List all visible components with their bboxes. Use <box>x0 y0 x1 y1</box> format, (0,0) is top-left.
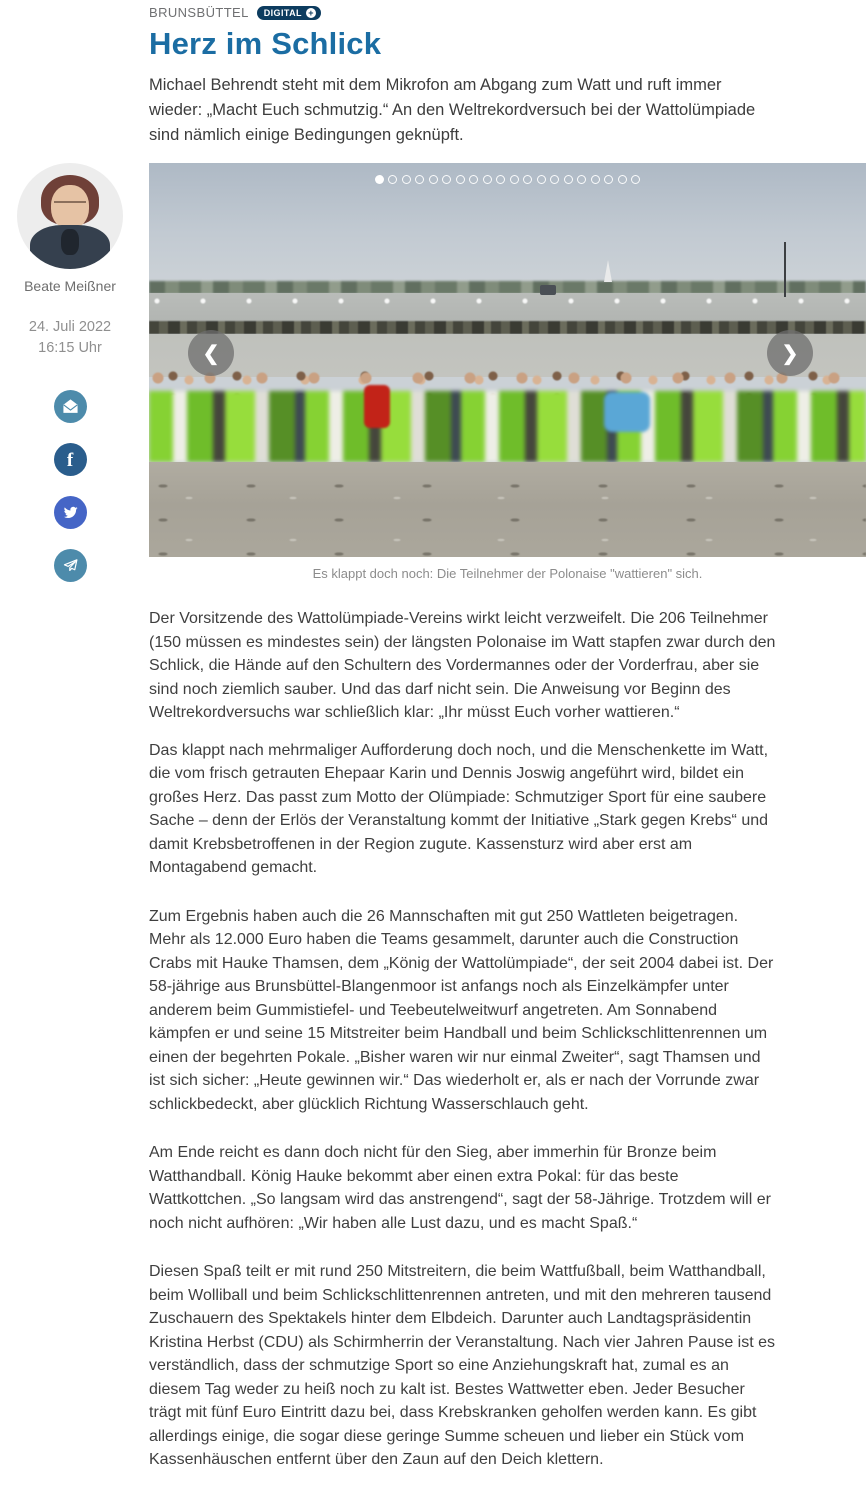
article-body <box>149 607 777 1486</box>
photo-mud-texture <box>149 478 866 557</box>
photo-waves <box>149 297 866 307</box>
email-icon <box>62 398 79 415</box>
carousel-dot[interactable] <box>469 175 478 184</box>
carousel-photo <box>149 163 866 557</box>
twitter-icon <box>62 504 79 521</box>
photo-sailboat <box>604 260 612 282</box>
avatar-glasses <box>54 201 86 207</box>
carousel-dot[interactable] <box>618 175 627 184</box>
photo-crowd <box>149 368 866 463</box>
avatar-shirt <box>61 229 79 255</box>
carousel-dot[interactable] <box>550 175 559 184</box>
photo-jetty <box>149 321 866 334</box>
share-email-button[interactable] <box>54 390 87 423</box>
paragraph: Diesen Spaß teilt er mit rund 250 Mitstreitern, die beim Wattfußball, beim Watthandball, beim Wolliball und beim Schlickschlittenrennen antreten, und mit den mehreren tausend Zuschauern des Spektakels hinter dem Elbdeich. Darunter auch Landtagspräsidentin Kristina Herbst (CDU) als Schirmherrin der Veranstaltung. Nach vier Jahren Pause ist es verständlich, dass der schmutzige Sport so eine Anziehungskraft hat, zumal es an diesem Tag weder zu heiß noch zu kalt ist. Bestes Wattwetter eben. Jeder Besucher trägt mit fünf Euro Eintritt dazu bei, dass Krebskranken geholfen werden kann. Es gibt allerdings einige, die sogar diese geringe Summe scheuen und lieber ein Stück vom Kassenhäuschen entfernt über den Zaun auf den Deich klettern. <box>149 1263 776 1468</box>
carousel-dot[interactable] <box>483 175 492 184</box>
paragraph: Das klappt nach mehrmaliger Aufforderung doch noch, und die Menschenkette im Watt, die vom frisch getrauten Ehepaar Karin und Dennis Joswig angeführt wird, bildet ein großes Herz. Das passt zum Motto der Olümpiade: Schmutziger Sport für eine saubere Sache – denn der Erlös der Veranstaltung kommt der Initiative „Stark gegen Krebs“ und damit Krebsbetroffenen in der Region zugute. Kassensturz wird aber erst am Montagabend gemacht. <box>149 741 769 876</box>
carousel-prev-button[interactable]: ❮ <box>188 330 234 376</box>
paragraph: Der Vorsitzende des Wattolümpiade-Vereins wirkt leicht verzweifelt. Die 206 Teilnehmer (150 müssen es mindestes sein) der längsten Polonaise im Watt stapfen zwar durch den Schlick, die Hände auf den Schultern des Vordermannes oder der Vorderfrau, aber sie sind noch ziemlich sauber. Und das darf nicht sein. Die Anweisung vor Beginn des Weltrekordversuchs war schließlich klar: „Ihr müsst Euch vorher wattieren.“ <box>149 610 776 721</box>
carousel-dot[interactable] <box>564 175 573 184</box>
carousel-dot[interactable] <box>523 175 532 184</box>
carousel-dot[interactable] <box>442 175 451 184</box>
author-avatar[interactable] <box>17 163 123 269</box>
share-twitter-button[interactable] <box>54 496 87 529</box>
carousel-dot[interactable] <box>537 175 546 184</box>
carousel-dot[interactable] <box>604 175 613 184</box>
carousel-dot[interactable] <box>415 175 424 184</box>
carousel-dot[interactable] <box>510 175 519 184</box>
digital-badge <box>257 6 321 20</box>
carousel-dot[interactable] <box>631 175 640 184</box>
telegram-icon <box>62 557 79 574</box>
share-facebook-button[interactable] <box>54 443 87 476</box>
share-telegram-button[interactable] <box>54 549 87 582</box>
share-buttons <box>54 390 87 582</box>
image-caption: Es klappt doch noch: Die Teilnehmer der Polonaise "wattieren" sich. <box>312 566 703 581</box>
crowd-torsos <box>149 391 866 463</box>
carousel-next-button[interactable]: ❯ <box>767 330 813 376</box>
carousel-dot[interactable] <box>375 175 384 184</box>
article-header <box>149 5 789 148</box>
carousel-dot[interactable] <box>402 175 411 184</box>
plus-icon: + <box>306 8 316 18</box>
carousel-dot[interactable] <box>496 175 505 184</box>
article-figure <box>149 163 866 581</box>
carousel-dot[interactable] <box>456 175 465 184</box>
page-title: Herz im Schlick <box>149 26 382 61</box>
kicker-label[interactable]: BRUNSBÜTTEL <box>149 5 249 20</box>
carousel-dot[interactable] <box>591 175 600 184</box>
publish-date-time: 16:15 Uhr <box>38 340 102 356</box>
carousel-dots <box>149 175 866 184</box>
carousel-dot[interactable] <box>429 175 438 184</box>
lead-paragraph: Michael Behrendt steht mit dem Mikrofon am Abgang zum Watt und ruft immer wieder: „Macht Euch schmutzig.“ An den Weltrekordversuch bei der Wattolümpiade sind nämlich einige Bedingungen geknüpft. <box>149 76 756 144</box>
crowd-red-shirt <box>364 385 390 428</box>
photo-pole <box>784 242 786 297</box>
publish-date <box>29 317 111 359</box>
author-rail <box>0 163 140 582</box>
paragraph: Zum Ergebnis haben auch die 26 Mannschaften mit gut 250 Wattleten beigetragen. Mehr als 12.000 Euro haben die Teams gesammelt, darunter auch die Construction Crabs mit Hauke Thamsen, dem „König der Wattolümpiade“, der seit 2004 dabei ist. Der 58-jährige aus Brunsbüttel-Blangenmoor ist anfangs noch als Einzelkämpfer unter anderem beim Gummistiefel- und Teebeutelweitwurf angetreten. Am Sonnabend kämpfen er und seine 15 Mitstreiter beim Handball und beim Schlickschlittenrennen um einen der begehrten Pokale. „Bisher waren wir nur einmal Zweiter“, sagt Thamsen und ist sich sicher: „Heute gewinnen wir.“ Das wiederholt er, als er nach der Vorrunde zwar schlickbedeckt, aber glücklich Richtung Wasserschlauch geht. <box>149 907 774 1113</box>
digital-badge-label: DIGITAL <box>263 7 302 18</box>
photo-treeline <box>149 281 866 294</box>
carousel-dot[interactable] <box>388 175 397 184</box>
crowd-blue-shirts <box>604 392 650 432</box>
paragraph: Am Ende reicht es dann doch nicht für den Sieg, aber immerhin für Bronze beim Watthandball. König Hauke bekommt aber einen extra Pokal: für das beste Wattkottchen. „So langsam wird das anstrengend“, sagt der 58-Jährige. Trotzdem will er noch nicht aufhören: „Wir haben alle Lust dazu, und es macht Spaß.“ <box>149 1144 771 1232</box>
author-name: Beate Meißner <box>24 278 116 294</box>
publish-date-day: 24. Juli 2022 <box>28 319 112 335</box>
photo-ship <box>540 285 556 295</box>
avatar-face <box>51 185 89 229</box>
facebook-icon: f <box>66 449 74 471</box>
carousel-dot[interactable] <box>577 175 586 184</box>
